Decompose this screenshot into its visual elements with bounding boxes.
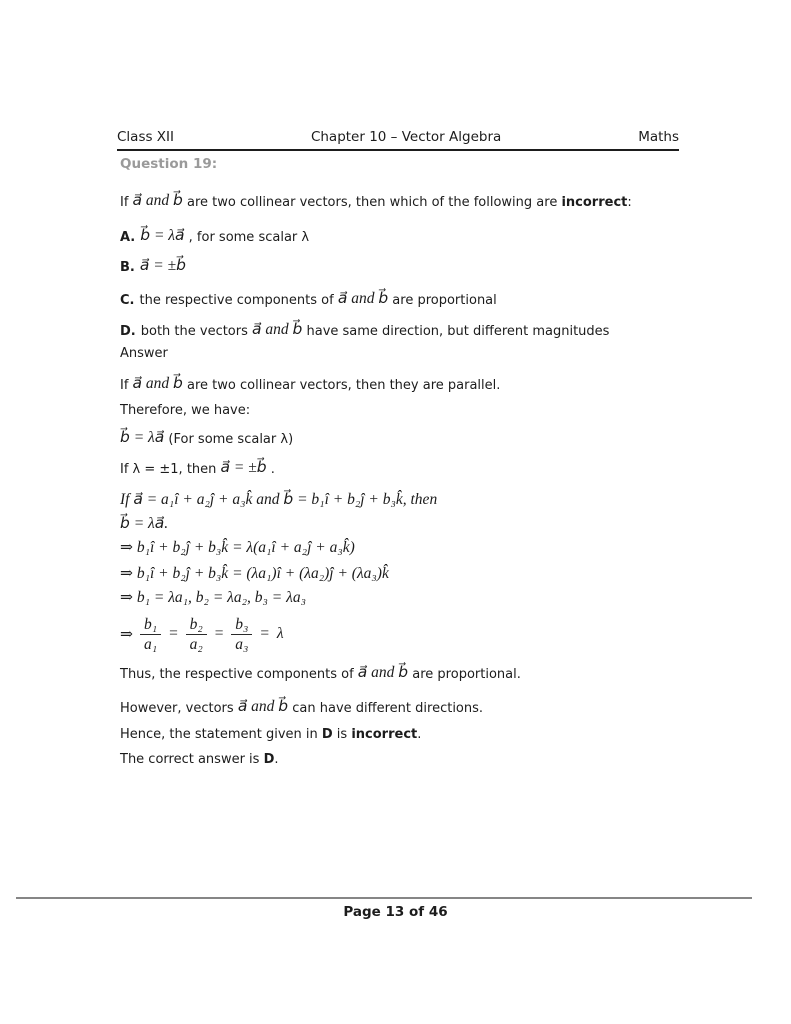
- answer-line-thus: [120, 661, 720, 687]
- page-content: [120, 156, 720, 769]
- option-d-label: D.: [120, 324, 136, 339]
- option-d-reference: D: [321, 727, 333, 742]
- b-equals-lambda-a-formula: b⃗ = λa⃗: [120, 429, 165, 446]
- option-d: [120, 318, 720, 344]
- fraction-b1-a1: [140, 616, 161, 653]
- answer-line-however: [120, 695, 720, 721]
- answer-line-lambda: [120, 426, 720, 452]
- option-c-text: are proportional: [388, 293, 497, 308]
- equation-components-definition: If a⃗ = a₁î + a₂ĵ + a₃k̂ and b⃗ = b₁î + b₂ĵ + b₃k̂, then: [120, 491, 438, 508]
- answer-line-hence: [120, 726, 720, 744]
- option-c-label: C.: [120, 293, 135, 308]
- answer-text-part: .: [266, 462, 275, 477]
- option-a-text: , for some scalar λ: [184, 230, 310, 245]
- fraction-b3-a3: [231, 616, 252, 653]
- answer-text-part: If: [120, 378, 133, 393]
- equation-expanded-1: ⇒ b₁î + b₂ĵ + b₃k̂ = λ(a₁î + a₂ĵ + a₃k̂): [120, 539, 355, 556]
- question-text: [120, 189, 720, 215]
- answer-text-part: are two collinear vectors, then they are parallel.: [182, 378, 501, 393]
- lambda-symbol: λ: [276, 625, 284, 642]
- incorrect-emphasis: incorrect: [561, 195, 628, 210]
- equals-sign: =: [259, 625, 270, 642]
- answer-text-part: are proportional.: [408, 667, 521, 682]
- answer-text-part: can have different directions.: [288, 701, 484, 716]
- fraction-denominator: a₂: [189, 635, 203, 653]
- answer-heading: Answer: [120, 346, 168, 361]
- equation-proportional-ratios: [120, 611, 720, 657]
- answer-text-part: is: [332, 727, 352, 742]
- question-text-part: If: [120, 195, 133, 210]
- answer-text-part: .: [274, 752, 279, 767]
- answer-text-part: (For some scalar λ): [164, 432, 294, 447]
- page-header: [117, 129, 679, 151]
- question-label: Question 19:: [120, 156, 218, 172]
- header-subject: Maths: [638, 129, 679, 145]
- option-c: [120, 287, 720, 313]
- option-d-formula: a⃗ and b⃗: [252, 321, 303, 338]
- option-d-text: have same direction, but different magnitudes: [302, 324, 610, 339]
- question-text-part: :: [627, 195, 632, 210]
- fraction-denominator: a₁: [144, 635, 158, 653]
- equals-sign: =: [168, 625, 179, 642]
- question-text-part: are two collinear vectors, then which of the following are: [182, 195, 562, 210]
- page-number: Page 13 of 46: [343, 904, 448, 920]
- answer-line-therefore: Therefore, we have:: [120, 403, 251, 418]
- fraction-denominator: a₃: [235, 635, 249, 653]
- implies-arrow: ⇒: [120, 625, 133, 643]
- answer-text-part: Hence, the statement given in: [120, 727, 322, 742]
- header-class: Class XII: [117, 129, 175, 145]
- equation-component-equalities: ⇒ b₁ = λa₁, b₂ = λa₂, b₃ = λa₃: [120, 589, 306, 606]
- option-a: [120, 224, 720, 250]
- fraction-numerator: b₂: [186, 616, 207, 635]
- option-c-formula: a⃗ and b⃗: [337, 290, 389, 307]
- answer-text-part: .: [417, 727, 422, 742]
- option-b: [120, 254, 720, 280]
- answer-text-part: However, vectors: [120, 701, 238, 716]
- equals-sign: =: [213, 625, 225, 642]
- fraction-b2-a2: [186, 616, 207, 653]
- fraction-numerator: b₁: [140, 616, 161, 635]
- option-a-formula: b⃗ = λa⃗: [140, 227, 185, 244]
- fraction-numerator: b₃: [231, 616, 252, 635]
- answer-line-final: [120, 751, 720, 769]
- answer-line-plusminus: [120, 456, 720, 482]
- option-b-label: B.: [120, 260, 135, 275]
- header-chapter-title: Chapter 10 – Vector Algebra: [310, 129, 502, 145]
- footer-divider: [16, 897, 752, 899]
- vector-a-and-b: a⃗ and b⃗: [237, 698, 289, 715]
- option-c-text: the respective components of: [139, 293, 338, 308]
- vector-a-and-b: a⃗ and b⃗: [132, 375, 183, 392]
- option-a-label: A.: [120, 230, 136, 245]
- equation-expanded-2: ⇒ b₁î + b₂ĵ + b₃k̂ = (λa₁)î + (λa₂)ĵ + (λa₃)k̂: [120, 565, 389, 582]
- answer-text-part: Thus, the respective components of: [120, 667, 358, 682]
- answer-text-part: The correct answer is: [120, 752, 264, 767]
- option-d-reference: D: [263, 752, 275, 767]
- answer-text-part: If λ = ±1, then: [120, 462, 221, 477]
- option-b-formula: a⃗ = ±b⃗: [139, 257, 186, 274]
- incorrect-emphasis: incorrect: [351, 727, 418, 742]
- a-equals-plusminus-b-formula: a⃗ = ±b⃗: [220, 459, 267, 476]
- vector-a-and-b: a⃗ and b⃗: [132, 192, 183, 209]
- answer-line-parallel: [120, 372, 720, 398]
- equation-b-lambda-a: b⃗ = λa⃗.: [120, 515, 169, 532]
- vector-a-and-b: a⃗ and b⃗: [357, 664, 409, 681]
- option-d-text: both the vectors: [140, 324, 253, 339]
